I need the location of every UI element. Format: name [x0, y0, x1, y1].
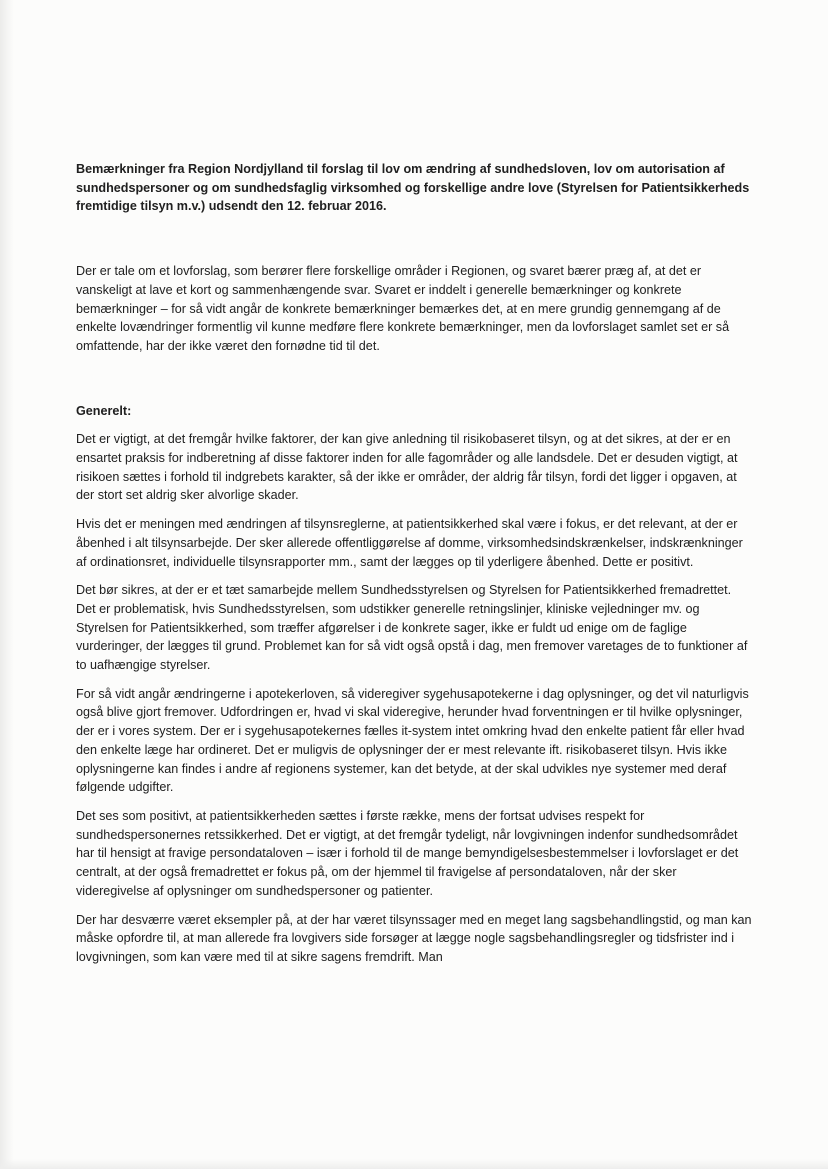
paragraph: Det ses som positivt, at patientsikkerheden sættes i første række, mens der fortsat udvises respekt for sundhedspersonernes retssikkerhed. Det er vigtigt, at det fremgår tydeligt, når lovgivningen indenfor sundhedsområdet har til hensigt at fravige persondataloven – især i forhold til de mange bemyndigelsesbestemmelser i lovforslaget er det centralt, at der også fremadrettet er fokus på, om der hjemmel til fravigelse af persondataloven, når der sker videregivelse af oplysninger om sundhedspersoner og patienter.: [76, 808, 739, 898]
document-heading: Bemærkninger fra Region Nordjylland til forslag til lov om ændring af sundhedsloven, lov om autorisation af sundhedspersoner og om sundhedsfaglig virksomhed og forskellige andre love (Styrelsen for Patientsikkerheds fremtidige tilsyn m.v.) udsendt den 12. februar 2016.: [76, 162, 750, 214]
paragraph: Hvis det er meningen med ændringen af tilsynsreglerne, at patientsikkerhed skal være i fokus, er det relevant, at der er åbenhed i alt tilsynsarbejde. Der sker allerede offentliggørelse af domme, virksomhedsindskrænkelser, indskrænkninger af ordinationsret, individuelle tilsynsrapporter mm., samt der lægges op til yderligere åbenhed. Dette er positivt.: [76, 517, 743, 569]
paragraph: Det er vigtigt, at det fremgår hvilke faktorer, der kan give anledning til risikobaseret tilsyn, og at det sikres, at der er en ensartet praksis for indberetning af disse faktorer inden for alle fagområder og alle landsdele. Det er desuden vigtigt, at risikoen sættes i forhold til indgrebets karakter, så der ikke er områder, der aldrig får tilsyn, fordi det ligger i opgaven, at der stort set aldrig sker alvorlige skader.: [76, 432, 738, 503]
paragraph: For så vidt angår ændringerne i apotekerloven, så videregiver sygehusapotekerne i dag oplysninger, og det vil naturligvis også blive gjort fremover. Udfordringen er, hvad vi skal videregive, herunder hvad forventningen er til hvilke oplysninger, der er i vores system. Der er i sygehusapotekernes fælles it-system intet omkring hvad den enkelte patient får eller hvad den enkelte læge har ordineret. Det er muligvis de oplysninger der er mest relevante ift. risikobaseret tilsyn. Hvis ikke oplysningerne kan findes i andre af regionens systemer, kan det betyde, at der skal udvikles nye systemer med deraf følgende udgifter.: [76, 686, 749, 795]
scan-edge-shadow: [0, 0, 14, 1169]
paragraph: Der har desværre været eksempler på, at der har været tilsynssager med en meget lang sagsbehandlingstid, og man kan måske opfordre til, at man allerede fra lovgivers side forsøger at lægge nogle sagsbehandlingsregler og tidsfrister ind i lovgivningen, som kan være med til at sikre sagens fremdrift. Man: [76, 912, 752, 964]
section-title-generelt: Generelt:: [76, 403, 132, 418]
document-body: [76, 160, 752, 967]
intro-paragraph: Der er tale om et lovforslag, som berører flere forskellige områder i Regionen, og svaret bærer præg af, at det er vanskeligt at lave et kort og sammenhængende svar. Svaret er inddelt i generelle bemærkninger og konkrete bemærkninger – for så vidt angår de konkrete bemærkninger bemærkes det, at en mere grundig gennemgang af de enkelte lovændringer formentlig vil kunne medføre flere konkrete bemærkninger, men da lovforslaget samlet set er så omfattende, har der ikke været den fornødne tid til det.: [76, 264, 730, 353]
scan-bottom-shadow: [0, 1159, 828, 1169]
paragraph: Det bør sikres, at der er et tæt samarbejde mellem Sundhedsstyrelsen og Styrelsen for Patientsikkerhed fremadrettet. Det er problematisk, hvis Sundhedsstyrelsen, som udstikker generelle retningslinjer, kliniske vejledninger mv. og Styrelsen for Patientsikkerhed, som træffer afgørelser i de konkrete sager, ikke er fuldt ud enige om de faglige vurderinger, der lægges til grund. Problemet kan for så vidt også opstå i dag, men fremover varetages de to funktioner af to uafhængige styrelser.: [76, 583, 748, 673]
